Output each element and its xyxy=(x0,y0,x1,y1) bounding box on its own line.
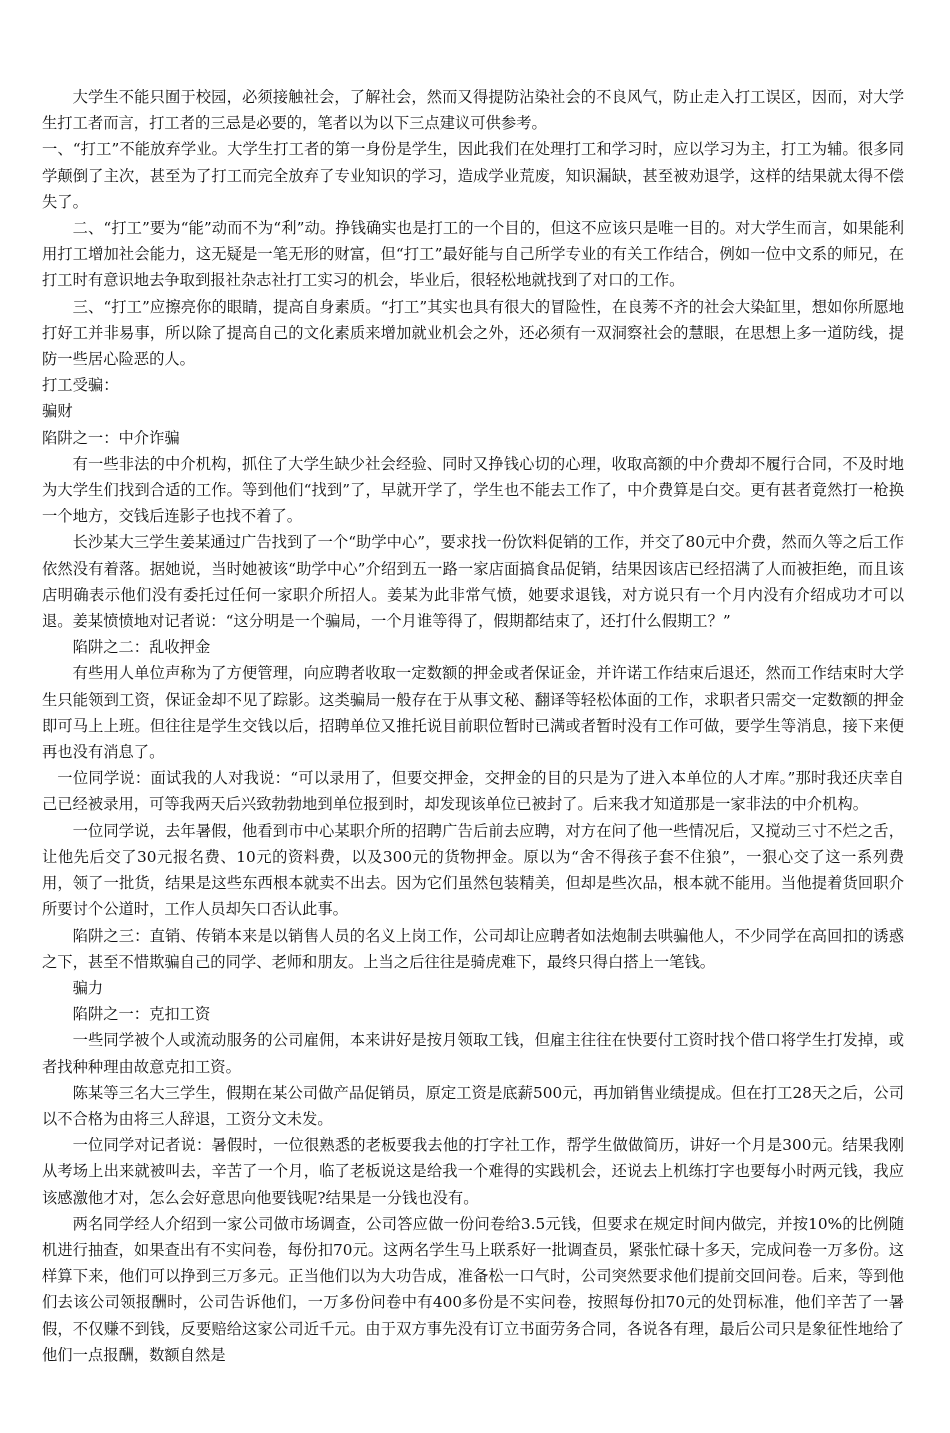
paragraph-agency-fraud: 有一些非法的中介机构，抓住了大学生缺少社会经验、同时又挣钱心切的心理，收取高额的中介费却不履行合同，不及时地为大学生们找到合适的工作。等到他们“找到”了，早就开学了，学生也不能去工作了，中介费算是白交。更有甚者竟然打一枪换一个地方，交钱后连影子也找不着了。 xyxy=(42,454,904,526)
trap-heading-agency-fraud: 陷阱之一：中介诈骗 xyxy=(42,428,180,447)
paragraph-direct-sales: 陷阱之三：直销、传销本来是以销售人员的名义上岗工作，公司却让应聘者如法炮制去哄骗他人，不少同学在高回扣的诱惑之下，甚至不惜欺骗自己的同学、老师和朋友。上当之后往往是骑虎难下，最终只得白搭上一笔钱。 xyxy=(42,926,904,971)
paragraph-interview-quote: 一位同学说：面试我的人对我说：“可以录用了，但要交押金，交押金的目的只是为了进入本单位的人才库。”那时我还庆幸自己已经被录用，可等我两天后兴致勃勃地到单位报到时，却发现该单位已被封了。后来我才知道那是一家非法的中介机构。 xyxy=(42,769,904,814)
paragraph-deposit: 有些用人单位声称为了方便管理，向应聘者收取一定数额的押金或者保证金，并许诺工作结束后退还，然而工作结束时大学生只能领到工资，保证金却不见了踪影。这类骗局一般存在于从事文秘、翻译等轻松体面的工作，求职者只需交一定数额的押金即可马上上班。但往往是学生交钱以后，招聘单位又推托说目前职位暂时已满或者暂时没有工作可做，要学生等消息，接下来便再也没有消息了。 xyxy=(42,664,904,762)
advice-point-2: 二、“打工”要为“能”动而不为“利”动。挣钱确实也是打工的一个目的，但这不应该只是唯一目的。对大学生而言，如果能利用打工增加社会能力，这无疑是一笔无形的财富，但“打工”最好能与自己所学专业的有关工作结合，例如一位中文系的师兄，在打工时有意识地去争取到报社杂志社打工实习的机会，毕业后，很轻松地就找到了对口的工作。 xyxy=(42,219,904,290)
paragraph-typing-shop: 一位同学对记者说：暑假时，一位很熟悉的老板要我去他的打字社工作，帮学生做做简历，讲好一个月是300元。结果我刚从考场上出来就被叫去，辛苦了一个月，临了老板说这是给我一个难得的实践机会，还说去上机练打字也要每小时两元钱，我应该感激他才对，怎么会好意思向他要钱呢?结果是一分钱也没有。 xyxy=(42,1136,904,1207)
intro-paragraph: 大学生不能只囿于校园，必须接触社会，了解社会，然而又得提防沾染社会的不良风气，防止走入打工误区，因而，对大学生打工者而言，打工者的三忌是必要的，笔者以为以下三点建议可供参考。 xyxy=(42,88,904,133)
section-heading-scams: 打工受骗： xyxy=(42,376,119,395)
paragraph-survey-case: 两名同学经人介绍到一家公司做市场调查，公司答应做一份问卷给3.5元钱，但要求在规定时间内做完，并按10%的比例随机进行抽查，如果查出有不实问卷，每份扣70元。这两名学生马上联系好一批调查员，紧张忙碌十多天，完成问卷一万多份。这样算下来，他们可以挣到三万多元。正当他们以为大功告成，准备松一口气时，公司突然要求他们提前交回问卷。后来，等到他们去该公司领报酬时，公司告诉他们，一万多份问卷中有400多份是不实问卷，按照每份扣70元的处罚标准，他们辛苦了一暑假，不仅赚不到钱，反要赔给这家公司近千元。由于双方事先没有订立书面劳务合同，各说各有理，最后公司只是象征性地给了他们一点报酬，数额自然是 xyxy=(42,1214,904,1364)
subsection-heading-money-scams: 骗财 xyxy=(42,402,73,421)
trap-heading-deposit: 陷阱之二：乱收押金 xyxy=(72,638,211,657)
paragraph-case-chen: 陈某等三名大三学生，假期在某公司做产品促销员，原定工资是底薪500元，再加销售业绩提成。但在打工28天之后，公司以不合格为由将三人辞退，工资分文未发。 xyxy=(42,1083,904,1128)
trap-heading-wage-deduction: 陷阱之一：克扣工资 xyxy=(72,1005,211,1024)
advice-point-3: 三、“打工”应擦亮你的眼睛，提高自身素质。“打工”其实也具有很大的冒险性，在良莠不齐的社会大染缸里，想如你所愿地打好工并非易事，所以除了提高自己的文化素质来增加就业机会之外，还必须有一双洞察社会的慧眼，在思想上多一道防线，提防一些居心险恶的人。 xyxy=(42,297,904,369)
advice-point-1: 一、“打工”不能放弃学业。大学生打工者的第一身份是学生，因此我们在处理打工和学习时，应以学习为主，打工为辅。很多同学颠倒了主次，甚至为了打工而完全放弃了专业知识的学习，造成学业荒废，知识漏缺，甚至被劝退学，这样的结果就太得不偿失了。 xyxy=(42,140,904,211)
paragraph-wage-deduction: 一些同学被个人或流动服务的公司雇佣，本来讲好是按月领取工钱，但雇主往往在快要付工资时找个借口将学生打发掉，或者找种种理由故意克扣工资。 xyxy=(42,1031,904,1076)
paragraph-case-jiang: 长沙某大三学生姜某通过广告找到了一个“助学中心”，要求找一份饮料促销的工作，并交了80元中介费，然而久等之后工作依然没有着落。据她说，当时她被该“助学中心”介绍到五一路一家店面搞食品促销，结果因该店已经招满了人而被拒绝，而且该店明确表示他们没有委托过任何一家职介所招人。姜某为此非常气愤，她要求退钱，对方说只有一个月内没有介绍成功才可以退。姜某愤愤地对记者说：“这分明是一个骗局，一个月谁等得了，假期都结束了，还打什么假期工？” xyxy=(42,533,904,631)
subsection-heading-labor-scams: 骗力 xyxy=(72,978,104,997)
paragraph-summer-agency: 一位同学说，去年暑假，他看到市中心某职介所的招聘广告后前去应聘，对方在问了他一些情况后，又搅动三寸不烂之舌，让他先后交了30元报名费、10元的资料费，以及300元的货物押金。原以为“舍不得孩子套不住狼”，一狠心交了这一系列费用，领了一批货，结果是这些东西根本就卖不出去。因为它们虽然包装精美，但却是些次品，根本就不能用。当他提着货回职介所要讨个公道时，工作人员却矢口否认此事。 xyxy=(42,821,904,919)
